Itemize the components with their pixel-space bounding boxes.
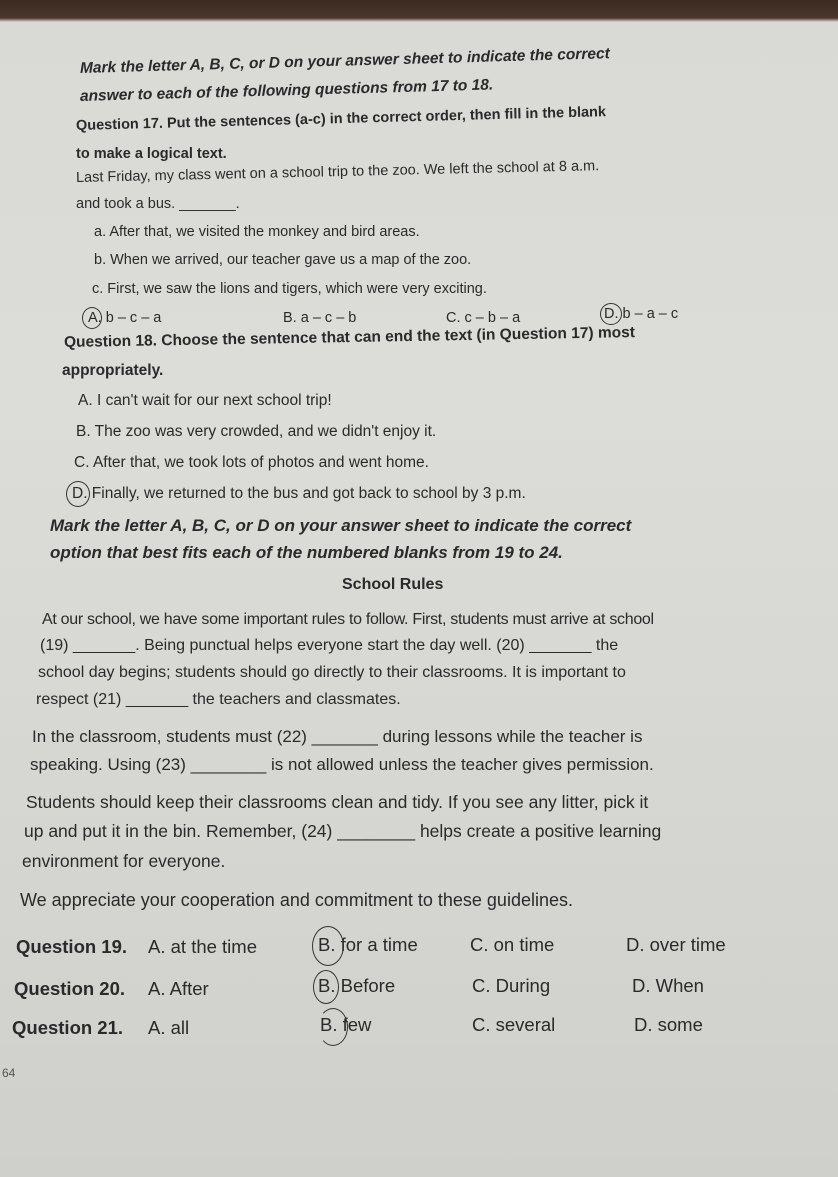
q18-answer-circle [66,481,90,507]
q20-label: Question 20. [14,978,126,999]
passage-title: School Rules [342,576,444,593]
section2-instruction-1: Mark the letter A, B, C, or D on your answer sheet to indicate the correct [50,516,632,535]
q20-option-b[interactable]: B. Before [318,975,396,996]
q19-option-b[interactable]: B. for a time [318,934,418,955]
q18-option-b[interactable]: B. The zoo was very crowded, and we didn't enjoy it. [76,423,437,440]
passage-p2-line2: speaking. Using (23) ________ is not allowed unless the teacher gives permission. [30,755,654,774]
q20-option-a[interactable]: A. After [148,978,209,999]
q20-option-d[interactable]: D. When [632,975,704,996]
q19-option-c[interactable]: C. on time [470,934,555,955]
q21-option-d[interactable]: D. some [634,1014,703,1035]
q19-option-a[interactable]: A. at the time [148,936,257,957]
q18-prompt-1: Question 18. Choose the sentence that can end the text (in Question 17) most [63,324,636,351]
q17-prompt-1: Question 17. Put the sentences (a-c) in the correct order, then fill in the blank [75,104,607,134]
instruction-line-2: answer to each of the following questions from 17 to 18. [79,76,494,105]
page-number: 64 [2,1066,16,1080]
q18-option-a[interactable]: A. I can't wait for our next school trip! [78,392,332,409]
q17-option-d-circle [600,303,622,325]
q18-prompt-2: appropriately. [62,362,164,379]
passage-p1-line1: At our school, we have some important rules to follow. First, students must arrive at school [42,611,654,628]
passage-p3-line2: up and put it in the bin. Remember, (24) ________ helps create a positive learning [24,821,662,841]
passage-p1-line3: school day begins; students should go directly to their classrooms. It is important to [38,664,626,681]
passage-p4: We appreciate your cooperation and commitment to these guidelines. [20,890,573,910]
q17-answer-circle [82,307,102,329]
passage-p3-line1: Students should keep their classrooms clean and tidy. If you see any litter, pick it [26,792,649,812]
q17-option-d[interactable]: D. b – a – c [604,306,679,322]
q21-option-a[interactable]: A. all [148,1017,190,1038]
q17-option-a[interactable]: A. b – c – a [88,310,162,326]
passage-p2-line1: In the classroom, students must (22) _______ during lessons while the teacher is [32,727,643,746]
instruction-line-1: Mark the letter A, B, C, or D on your answer sheet to indicate the correct [79,45,611,77]
q21-option-b[interactable]: B. few [320,1014,372,1035]
q17-sentence-a: a. After that, we visited the monkey and bird areas. [94,224,420,240]
q17-option-c[interactable]: C. c – b – a [446,310,521,326]
section2-instruction-2: option that best fits each of the numbered blanks from 19 to 24. [50,543,563,562]
passage-p3-line3: environment for everyone. [22,851,226,871]
passage-p1-line4: respect (21) _______ the teachers and classmates. [36,691,401,708]
q19-label: Question 19. [16,936,128,957]
q21-answer-circle [318,1008,348,1046]
q17-option-b[interactable]: B. a – c – b [283,310,357,326]
q17-context-1: Last Friday, my class went on a school trip to the zoo. We left the school at 8 a.m. [75,158,600,186]
q17-context-2: and took a bus. _______. [76,196,240,212]
q18-option-c[interactable]: C. After that, we took lots of photos and went home. [74,454,429,471]
q17-sentence-c: c. First, we saw the lions and tigers, which were very exciting. [92,281,487,297]
q20-answer-circle [313,970,339,1004]
passage-p1-line2: (19) _______. Being punctual helps everyone start the day well. (20) _______ the [40,637,619,654]
q21-label: Question 21. [12,1017,124,1038]
q19-option-d[interactable]: D. over time [626,934,726,955]
q17-sentence-b: b. When we arrived, our teacher gave us a map of the zoo. [94,252,472,268]
q21-option-c[interactable]: C. several [472,1014,556,1035]
q20-option-c[interactable]: C. During [472,975,551,996]
q19-answer-circle [312,926,344,966]
q17-prompt-2: to make a logical text. [76,146,227,162]
q18-option-d[interactable]: D. Finally, we returned to the bus and got back to school by 3 p.m. [72,485,526,502]
